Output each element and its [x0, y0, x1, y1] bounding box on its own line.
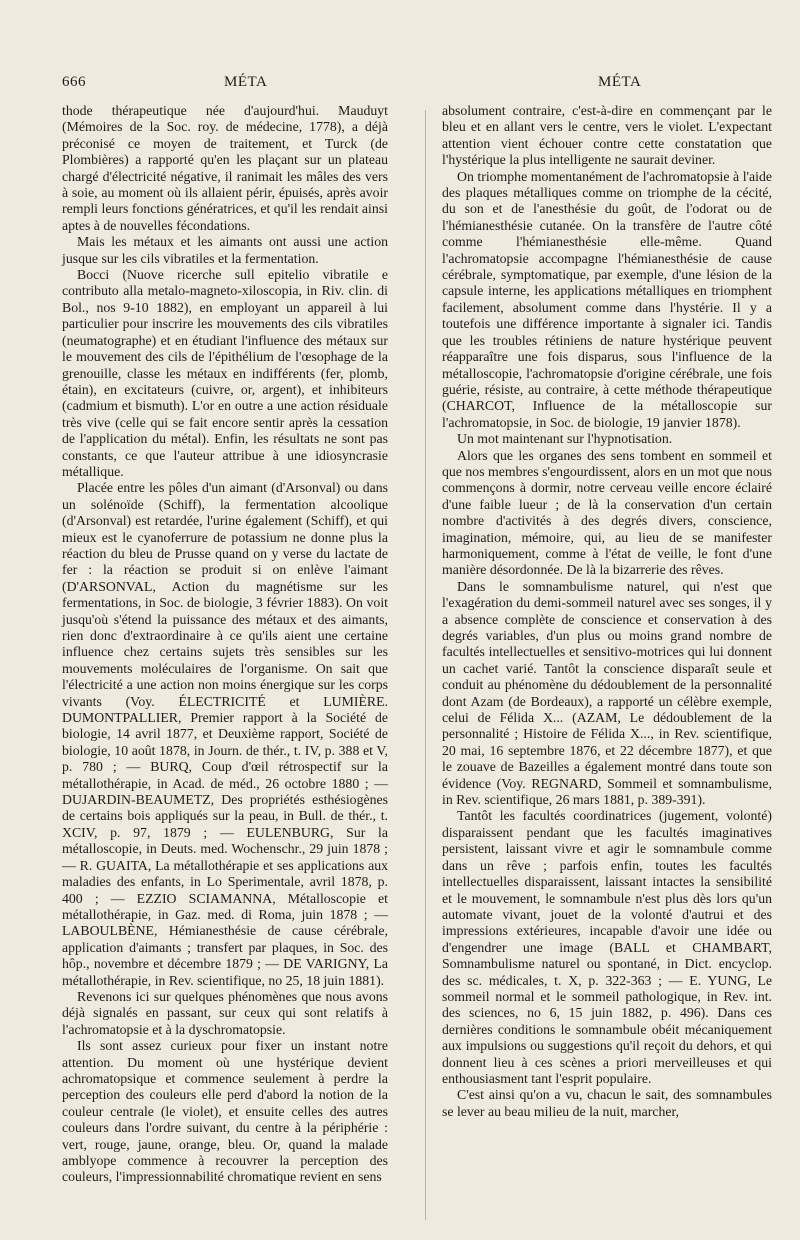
- paragraph: Bocci (Nuove ricerche sull epitelio vibratile e contributo alla metalo-magneto-xiloscopia, in Riv. clin. di Bol., nos 9-10 1882), en employant un appareil à lui particulier pour inscrire les mouvements des cils vibratiles (neumatographe) et en étudiant l'influence des métaux sur le mouvement des cils de l'épithélium de l'œsophage de la grenouille, classe les métaux en indifférents (fer, plomb, étain), en excitateurs (cuivre, or, argent), et inhibiteurs (cadmium et bismuth). L'or en outre a une action résiduale très vive (celle qui se fait encore sentir après la cessation de l'application du métal). Enfin, les résultats ne sont pas constants, ce que l'auteur attribue à une idiosyncrasie métallique.: [62, 267, 388, 479]
- paragraph: Tantôt les facultés coordinatrices (jugement, volonté) disparaissent pendant que les facultés imaginatives persistent, laissant vivre et agir le somnambule comme dans un rêve ; parfois enfin, toutes les facultés intellectuelles disparaissent, laissant intactes la sensibilité et le mouvement, le somnambule n'est plus dès lors qu'un automate vivant, jouet de la volonté d'autrui et des impressions extérieures, incapable d'avoir une idée ou d'engendrer une image (BALL et CHAMBART, Somnambulisme naturel ou spontané, in Dict. encyclop. des sc. médicales, t. X, p. 322-363 ; — E. YUNG, Le sommeil normal et le sommeil pathologique, in Rev. int. des sciences, no 6, 15 juin 1882, p. 496). Dans ces dernières conditions le somnambule obéit mécaniquement aux impulsions ou suggestions qu'il reçoit du dehors, et qui donnent lieu à ces scènes a priori merveilleuses et qui enthousiasment tant l'esprit populaire.: [442, 808, 772, 1086]
- paragraph: Placée entre les pôles d'un aimant (d'Arsonval) ou dans un solénoïde (Schiff), la fermentation alcoolique (d'Arsonval) est retardée, l'urine également (Schiff), et qui mieux est le cyanoferrure de potassium ne donne plus la réaction du bleu de Prusse quand on y verse du lactate de fer : la réaction se produit si on enlève l'aimant (D'ARSONVAL, Action du magnétisme sur les fermentations, in Soc. de biologie, 3 février 1883). On voit jusqu'où s'étend la puissance des métaux et des aimants, rien donc d'extraordinaire à ce qu'ils aient une certaine influence chez certains sujets très sensibles sur les mouvements moléculaires de l'organisme. On sait que l'électricité a une action non moins énergique sur les corps vivants (Voy. ÉLECTRICITÉ et LUMIÈRE. DUMONTPALLIER, Premier rapport à la Société de biologie, 14 avril 1877, et Deuxième rapport, Société de biologie, 10 août 1878, in Journ. de thér., t. IV, p. 388 et V, p. 780 ; — BURQ, Coup d'œil rétrospectif sur la métallothérapie, in Acad. de méd., 26 octobre 1880 ; — DUJARDIN-BEAUMETZ, Des propriétés esthésiogènes de certains bois appliqués sur la peau, in Bull. de thér., t. XCIV, p. 97, 1879 ; — EULENBURG, Sur la métalloscopie, in Deuts. med. Wochenschr., 29 juin 1878 ; — R. GUAITA, La métallothérapie et ses applications aux maladies des enfants, in Lo Sperimentale, avril 1878, p. 400 ; — EZZIO SCIAMANNA, Métalloscopie et métallothérapie, in Gaz. med. di Roma, juin 1878 ; — LABOULBÈNE, Hémianesthésie de cause cérébrale, application d'aimants ; transfert par plaques, in Soc. des hôp., novembre et décembre 1879 ; — DE VARIGNY, La métallothérapie, in Rev. scientifique, no 25, 18 juin 1881).: [62, 480, 388, 988]
- paragraph: Un mot maintenant sur l'hypnotisation.: [457, 431, 673, 447]
- right-column: [442, 103, 772, 1120]
- paragraph: On triomphe momentanément de l'achromatopsie à l'aide des plaques métalliques comme on triomphe de la cécité, du son et de l'anesthésie du goût, de l'odorat ou de l'hémianesthésie cutanée. On la transfère de l'autre côté comme l'hémianesthésie elle-même. Quand l'achromatopsie accompagne l'hémianesthésie de cause cérébrale, symptomatique, par exemple, d'une lésion de la capsule interne, les applications métalliques en triomphent facilement, absolument comme dans l'hystérie. Il y a toutefois une différence importante à signaler ici. Tandis que les troubles rétiniens de nature hystérique peuvent réapparaître une fois disparus, sous l'influence de la métalloscopie, l'achromatopsie d'origine cérébrale, une fois guérie, résiste, au contraire, à cette méthode thérapeutique (CHARCOT, Influence de la métalloscopie sur l'achromatopsie, in Soc. de biologie, 19 janvier 1878).: [442, 168, 772, 430]
- paragraph: Ils sont assez curieux pour fixer un instant notre attention. Du moment où une hystérique devient achromatopsique et commence seulement à perdre la perception des couleurs elle perd d'abord la notion de la couleur centrale (le violet), et ensuite celles des autres couleurs dans l'ordre suivant, du centre à la périphérie : vert, rouge, jaune, orange, bleu. Or, quand la malade amblyope commence à recouvrer la perception des couleurs, l'impressionnabilité chromatique revient en sens: [62, 1038, 388, 1185]
- paragraph: absolument contraire, c'est-à-dire en commençant par le bleu et en allant vers le centre, vers le violet. L'expectant attention vient échouer contre cette constatation que l'hystérique la plus intelligente ne saurait deviner.: [442, 103, 772, 168]
- column-divider: [425, 110, 426, 1220]
- paragraph: Mais les métaux et les aimants ont aussi une action jusque sur les cils vibratiles et la fermentation.: [62, 234, 388, 266]
- paragraph: Dans le somnambulisme naturel, qui n'est que l'exagération du demi-sommeil naturel avec ses songes, il y a absence complète de conscience et conservation à des degrés variables, d'un plus ou moins grand nombre de facultés intellectuelles et sensitivo-motrices qui lui donnent un cachet varié. Tantôt la conscience disparaît seule et conduit au phénomène du dédoublement de la personnalité dont Azam (de Bordeaux), a rapporté un célèbre exemple, celui de Félida X... (AZAM, Le dédoublement de la personnalité ; Histoire de Félida X..., in Rev. scientifique, 20 mai, 16 septembre 1876, et 22 décembre 1877), et que le zouave de Bazeilles a également montré dans toute son évidence (Voy. REGNARD, Sommeil et somnambulisme, in Rev. scientifique, 26 mars 1881, p. 389-391).: [442, 578, 772, 808]
- paragraph: Revenons ici sur quelques phénomènes que nous avons déjà signalés en passant, sur ceux qui sont relatifs à l'achromatopsie et à la dyschromatopsie.: [62, 988, 388, 1037]
- running-title-left: MÉTA: [224, 74, 268, 90]
- running-title-right: MÉTA: [598, 74, 642, 90]
- paragraph: C'est ainsi qu'on a vu, chacun le sait, des somnambules se lever au beau milieu de la nuit, marcher,: [442, 1087, 772, 1119]
- left-column: [62, 103, 388, 1186]
- running-header: [0, 74, 800, 98]
- paragraph: thode thérapeutique née d'aujourd'hui. Mauduyt (Mémoires de la Soc. roy. de médecine, 1778), a déjà préconisé ce moyen de traitement, et Turck (de Plombières) a rapporté qu'en les plaçant sur un plateau chargé d'électricité négative, il ranimait les mâles des vers à soie, au moment où ils allaient périr, épuisés, après avoir rempli leurs fonctions génératrices, et qu'il les rendait ainsi aptes à de nouvelles fécondations.: [62, 103, 388, 233]
- paragraph: Alors que les organes des sens tombent en sommeil et que nos membres s'engourdissent, alors en un mot que nous commençons à dormir, notre cerveau veille encore éclairé d'une faible lueur ; de là la conservation d'un certain nombre d'activités à des degrés divers, conscience, imagination, mémoire, qui, au lieu de se manifester harmoniquement, comme à l'état de veille, le font d'une manière désordonnée. De là la bizarrerie des rêves.: [442, 447, 772, 578]
- page-number: 666: [62, 74, 86, 90]
